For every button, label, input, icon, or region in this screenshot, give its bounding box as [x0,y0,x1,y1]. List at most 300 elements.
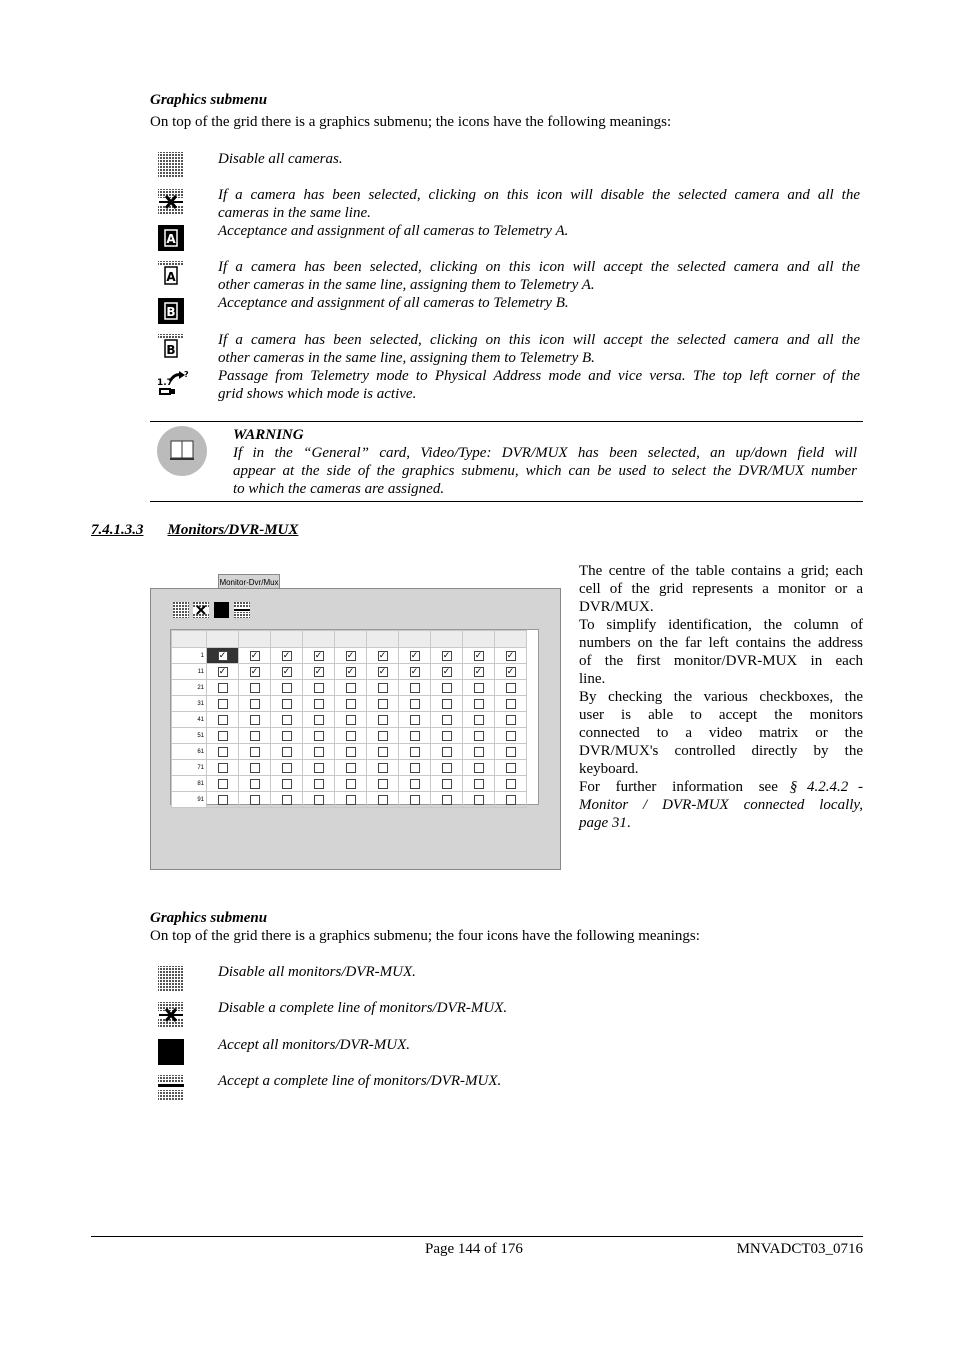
grid-cell [303,664,335,680]
warning-bottom-rule [150,501,863,502]
grid-cell [335,792,367,808]
grid-cell [207,744,239,760]
grid-row-label: 11 [172,664,207,680]
monitor-checkbox[interactable] [250,747,260,757]
grid-cell [303,696,335,712]
grid-row [172,664,527,680]
monitor-checkbox[interactable] [218,747,228,757]
item-telemetry-b-line-l2: other cameras in the same line, assigning them to Telemetry B. [218,350,595,366]
monitor-checkbox[interactable]: ✓ [506,650,515,661]
grid-cell [495,728,527,744]
grid-header-cell [335,631,367,648]
grid-cell [367,728,399,744]
grid-cell [463,792,495,808]
item-telemetry-b-all: Acceptance and assignment of all cameras to Telemetry B. [218,295,569,311]
right-ref-title[interactable]: Monitor / DVR-MUX connected locally, [579,797,863,813]
item-accept-line-monitors: Accept a complete line of monitors/DVR-MUX. [218,1073,502,1089]
monitor-checkbox[interactable]: ✓ [250,666,259,677]
monitor-checkbox[interactable]: ✓ [442,666,451,677]
monitor-checkbox[interactable] [410,747,420,757]
grid-cell [399,664,431,680]
grid-cell [367,696,399,712]
monitor-checkbox[interactable] [378,763,388,773]
monitor-checkbox[interactable] [410,795,420,805]
monitor-checkbox[interactable] [410,731,420,741]
monitor-checkbox[interactable] [378,731,388,741]
grid-header-cell [399,631,431,648]
monitor-checkbox[interactable] [314,683,324,693]
grid-cell [431,760,463,776]
right-ref-intro: For further information see [579,779,778,795]
grid-cell [367,776,399,792]
monitor-checkbox[interactable] [474,683,484,693]
grid-cell [399,680,431,696]
grid-cell [495,680,527,696]
monitor-checkbox[interactable] [442,715,452,725]
grid-cell [271,760,303,776]
graphics-submenu-intro-2: On top of the grid there is a graphics submenu; the four icons have the following meanings: [150,928,700,944]
grid-row-label: 91 [172,792,207,808]
grid-table [171,630,527,808]
subsection-number: 7.4.1.3.3 [91,522,144,538]
monitor-checkbox[interactable] [218,795,228,805]
grid-cell [335,680,367,696]
monitor-checkbox[interactable] [282,715,292,725]
monitor-checkbox[interactable] [474,747,484,757]
monitor-checkbox[interactable] [378,779,388,789]
monitor-checkbox[interactable] [378,795,388,805]
graphics-submenu-heading-1: Graphics submenu [150,92,268,108]
grid-cell [303,776,335,792]
grid-header-cell [239,631,271,648]
grid-cell [367,648,399,664]
monitor-checkbox[interactable] [442,795,452,805]
monitor-checkbox[interactable] [378,715,388,725]
right-line-12: keyboard. [579,761,639,777]
monitor-checkbox[interactable]: ✓ [314,650,323,661]
toolbar-accept-all-icon[interactable] [214,602,229,618]
monitor-checkbox[interactable] [218,683,228,693]
grid-cell [335,776,367,792]
right-ref-section[interactable]: § 4.2.4.2 - [789,779,863,795]
grid-cell [463,728,495,744]
right-line-1: The centre of the table contains a grid; each [579,563,863,579]
grid-cell [207,648,239,664]
grid-header-cell [207,631,239,648]
monitor-checkbox[interactable] [346,683,356,693]
grid-cell [271,728,303,744]
monitor-checkbox[interactable] [282,747,292,757]
grid-cell [399,792,431,808]
monitor-checkbox[interactable] [346,731,356,741]
grid-cell [431,776,463,792]
accept-all-icon [157,1038,185,1066]
monitor-checkbox[interactable] [314,699,324,709]
warning-title: WARNING [233,427,304,443]
grid-cell [495,792,527,808]
document-id: MNVADCT03_0716 [736,1241,863,1257]
item-mode-switch-l2: grid shows which mode is active. [218,386,417,402]
monitor-checkbox[interactable]: ✓ [474,666,483,677]
right-ref-page-line [579,814,863,832]
monitor-checkbox[interactable] [250,683,260,693]
grid-cell [399,648,431,664]
item-telemetry-b-line-l1: If a camera has been selected, clicking on this icon will accept the selected camera and all the [218,332,860,348]
grid-cell [239,648,271,664]
svg-text:A: A [166,270,176,284]
grid-cell [303,760,335,776]
grid-row [172,744,527,760]
monitor-checkbox[interactable] [474,699,484,709]
monitor-checkbox[interactable] [506,683,516,693]
monitor-checkbox[interactable] [250,795,260,805]
monitor-checkbox[interactable] [506,779,516,789]
monitor-checkbox[interactable]: ✓ [410,666,419,677]
monitor-checkbox[interactable] [282,683,292,693]
monitor-checkbox[interactable] [378,747,388,757]
right-line-7: line. [579,671,606,687]
monitor-checkbox[interactable] [314,747,324,757]
warning-line-1: If in the “General” card, Video/Type: DVR/MUX has been selected, an up/down field will [233,445,857,461]
item-disable-line-l2: cameras in the same line. [218,205,371,221]
monitor-checkbox[interactable]: ✓ [474,650,483,661]
grid-cell [207,712,239,728]
telemetry-b-all-icon [157,297,185,325]
monitor-checkbox[interactable] [314,715,324,725]
monitor-checkbox[interactable] [314,795,324,805]
monitor-checkbox[interactable] [346,747,356,757]
grid-header-cell [367,631,399,648]
monitor-checkbox[interactable] [410,699,420,709]
right-ref-page[interactable]: page 31 [579,815,627,831]
grid-row [172,792,527,808]
svg-text:A: A [166,232,176,246]
grid-cell [335,664,367,680]
grid-cell [303,728,335,744]
grid-cell [335,712,367,728]
graphics-submenu-heading-2: Graphics submenu [150,910,268,926]
grid-cell [239,760,271,776]
svg-text:B: B [166,343,176,357]
grid-cell [495,696,527,712]
svg-text:1.7: 1.7 [157,378,173,388]
grid-cell [239,712,271,728]
grid-cell [207,776,239,792]
monitor-checkbox[interactable] [410,715,420,725]
tab-monitor-dvr-mux[interactable]: Monitor-Dvr/Mux [218,574,280,589]
subsection-heading [91,521,298,539]
monitor-checkbox[interactable] [506,795,516,805]
grid-cell [495,648,527,664]
toolbar-disable-line-icon[interactable] [193,602,209,618]
grid-row-label: 81 [172,776,207,792]
monitor-checkbox[interactable] [506,699,516,709]
grid-cell [399,744,431,760]
monitor-checkbox[interactable] [282,731,292,741]
monitor-checkbox[interactable]: ✓ [282,650,291,661]
item-telemetry-a-line-l1: If a camera has been selected, clicking on this icon will accept the selected camera and all the [218,259,860,275]
item-disable-all-monitors: Disable all monitors/DVR-MUX. [218,964,416,980]
grid-cell [335,696,367,712]
grid-header-cell [303,631,335,648]
monitor-checkbox[interactable] [378,683,388,693]
monitor-checkbox[interactable] [314,731,324,741]
monitor-checkbox[interactable] [346,795,356,805]
monitor-checkbox[interactable] [474,731,484,741]
monitor-checkbox[interactable] [218,715,228,725]
warning-top-rule [150,421,863,422]
monitor-checkbox[interactable]: ✓ [218,650,227,661]
grid-cell [431,664,463,680]
monitor-grid [170,629,539,805]
telemetry-a-all-icon [157,224,185,252]
grid-cell [335,760,367,776]
grid-cell [399,728,431,744]
grid-cell [271,712,303,728]
monitor-checkbox[interactable] [474,779,484,789]
monitor-checkbox[interactable]: ✓ [314,666,323,677]
monitor-checkbox[interactable] [250,731,260,741]
item-disable-line-l1: If a camera has been selected, clicking on this icon will disable the selected camera and all the [218,187,860,203]
grid-cell [463,648,495,664]
grid-cell [367,744,399,760]
grid-cell [303,792,335,808]
grid-cell [431,744,463,760]
svg-text:?: ? [184,370,189,379]
item-telemetry-a-line-l2: other cameras in the same line, assigning them to Telemetry A. [218,277,595,293]
item-mode-switch-l1: Passage from Telemetry mode to Physical Address mode and vice versa. The top left corner of the [218,368,860,384]
monitor-checkbox[interactable] [314,779,324,789]
monitor-checkbox[interactable]: ✓ [410,650,419,661]
grid-row [172,680,527,696]
grid-cell [271,792,303,808]
grid-cell [303,680,335,696]
grid-cell [239,744,271,760]
grid-cell [303,712,335,728]
grid-cell [239,728,271,744]
grid-cell [303,648,335,664]
item-telemetry-a-all: Acceptance and assignment of all cameras to Telemetry A. [218,223,569,239]
grid-cell [431,792,463,808]
item-disable-line-monitors: Disable a complete line of monitors/DVR-MUX. [218,1000,508,1016]
warning-line-3: to which the cameras are assigned. [233,481,445,497]
grid-header-cell [172,631,207,648]
grid-cell [463,680,495,696]
grid-cell [207,696,239,712]
monitor-checkbox[interactable] [410,779,420,789]
footer-rule [91,1236,863,1237]
monitor-checkbox[interactable]: ✓ [506,666,515,677]
grid-cell [271,680,303,696]
monitor-checkbox[interactable] [506,763,516,773]
monitor-checkbox[interactable]: ✓ [346,650,355,661]
monitor-checkbox[interactable] [378,699,388,709]
monitor-checkbox[interactable] [442,779,452,789]
mode-switch-icon [157,369,189,397]
monitor-checkbox[interactable] [218,699,228,709]
monitor-checkbox[interactable] [346,699,356,709]
item-accept-all-monitors: Accept all monitors/DVR-MUX. [218,1037,411,1053]
right-line-11: DVR/MUX's controlled directly by the [579,743,863,759]
grid-cell [271,648,303,664]
monitor-checkbox[interactable] [250,763,260,773]
monitor-checkbox[interactable]: ✓ [250,650,259,661]
grid-cell [399,760,431,776]
book-icon [157,426,207,476]
monitor-checkbox[interactable] [250,715,260,725]
right-line-3: DVR/MUX. [579,599,654,615]
grid-cell [271,776,303,792]
grid-cell [367,792,399,808]
accept-line-icon [157,1074,185,1102]
monitor-checkbox[interactable] [314,763,324,773]
grid-cell [239,696,271,712]
graphics-submenu-intro-1: On top of the grid there is a graphics submenu; the icons have the following meanings: [150,114,672,130]
monitor-checkbox[interactable]: ✓ [378,650,387,661]
page-number: Page 144 of 176 [425,1241,523,1257]
grid-row-label: 41 [172,712,207,728]
grid-cell [239,792,271,808]
right-line-6: of the first monitor/DVR-MUX in each [579,653,863,669]
grid-cell [399,776,431,792]
monitor-checkbox[interactable]: ✓ [378,666,387,677]
disable-line-icon [157,188,185,216]
right-line-4: To simplify identification, the column of [579,617,863,633]
grid-cell [463,776,495,792]
telemetry-a-line-icon [157,260,185,288]
grid-row-label: 31 [172,696,207,712]
grid-cell [495,744,527,760]
grid-cell [239,680,271,696]
item-disable-all-cameras: Disable all cameras. [218,151,343,167]
monitor-checkbox[interactable] [282,779,292,789]
right-description [579,562,863,832]
grid-cell [463,664,495,680]
grid-cell [207,680,239,696]
grid-cell [431,712,463,728]
grid-cell [271,664,303,680]
disable-line-icon [157,1001,185,1029]
warning-line-2: appear at the side of the graphics submenu, which can be used to select the DVR/MUX number [233,463,857,479]
grid-cell [367,664,399,680]
right-line-10: connected to a video matrix or the [579,725,863,741]
grid-cell [303,744,335,760]
grid-row-label: 61 [172,744,207,760]
grid-cell [495,760,527,776]
monitor-checkbox[interactable] [282,795,292,805]
monitor-checkbox[interactable]: ✓ [282,666,291,677]
grid-cell [335,744,367,760]
grid-header-cell [271,631,303,648]
grid-cell [431,728,463,744]
monitor-checkbox[interactable] [442,683,452,693]
monitor-checkbox[interactable] [346,715,356,725]
right-line-9: user is able to accept the monitors [579,707,863,723]
grid-row-label: 71 [172,760,207,776]
grid-cell [207,664,239,680]
monitor-checkbox[interactable] [410,763,420,773]
monitor-checkbox[interactable] [250,699,260,709]
disable-all-icon [157,151,185,179]
monitor-checkbox[interactable] [346,763,356,773]
grid-cell [207,792,239,808]
grid-cell [463,696,495,712]
grid-cell [495,712,527,728]
right-line-2: cell of the grid represents a monitor or a [579,581,863,597]
grid-row [172,712,527,728]
monitor-checkbox[interactable] [218,763,228,773]
monitor-checkbox[interactable] [506,731,516,741]
grid-cell [335,728,367,744]
monitor-checkbox[interactable]: ✓ [218,666,227,677]
right-line-8: By checking the various checkboxes, the [579,689,863,705]
disable-all-icon [157,965,185,993]
grid-row [172,776,527,792]
grid-cell [367,712,399,728]
monitor-checkbox[interactable] [250,779,260,789]
grid-row-label: 21 [172,680,207,696]
monitor-checkbox[interactable] [282,699,292,709]
telemetry-b-line-icon [157,333,185,361]
right-line-13 [579,778,863,796]
monitor-checkbox[interactable] [282,763,292,773]
grid-row [172,760,527,776]
monitor-checkbox[interactable] [442,731,452,741]
grid-cell [239,776,271,792]
grid-cell [495,776,527,792]
monitor-checkbox[interactable] [218,731,228,741]
grid-row [172,648,527,664]
grid-cell [239,664,271,680]
monitor-checkbox[interactable] [346,779,356,789]
monitor-checkbox[interactable] [474,795,484,805]
grid-row [172,696,527,712]
grid-cell [399,712,431,728]
grid-cell [463,712,495,728]
grid-row [172,728,527,744]
grid-cell [431,696,463,712]
monitor-checkbox[interactable]: ✓ [346,666,355,677]
monitor-checkbox[interactable] [442,747,452,757]
toolbar-disable-all-icon[interactable] [173,602,189,618]
monitor-checkbox[interactable] [474,763,484,773]
grid-cell [399,696,431,712]
monitor-checkbox[interactable] [410,683,420,693]
grid-header-cell [495,631,527,648]
right-line-5: numbers on the far left contains the address [579,635,863,651]
grid-cell [335,648,367,664]
subsection-title: Monitors/DVR-MUX [167,522,299,538]
grid-cell [431,648,463,664]
grid-cell [367,680,399,696]
monitor-checkbox[interactable]: ✓ [442,650,451,661]
grid-cell [463,744,495,760]
grid-cell [271,696,303,712]
grid-row-label: 51 [172,728,207,744]
toolbar-accept-line-icon[interactable] [234,602,250,618]
grid-header-cell [431,631,463,648]
grid-cell [207,728,239,744]
grid-row-label: 1 [172,648,207,664]
grid-cell [207,760,239,776]
monitor-checkbox[interactable] [218,779,228,789]
monitor-checkbox[interactable] [474,715,484,725]
monitor-checkbox[interactable] [506,747,516,757]
monitor-checkbox[interactable] [442,763,452,773]
monitor-checkbox[interactable] [506,715,516,725]
grid-cell [431,680,463,696]
monitor-checkbox[interactable] [442,699,452,709]
